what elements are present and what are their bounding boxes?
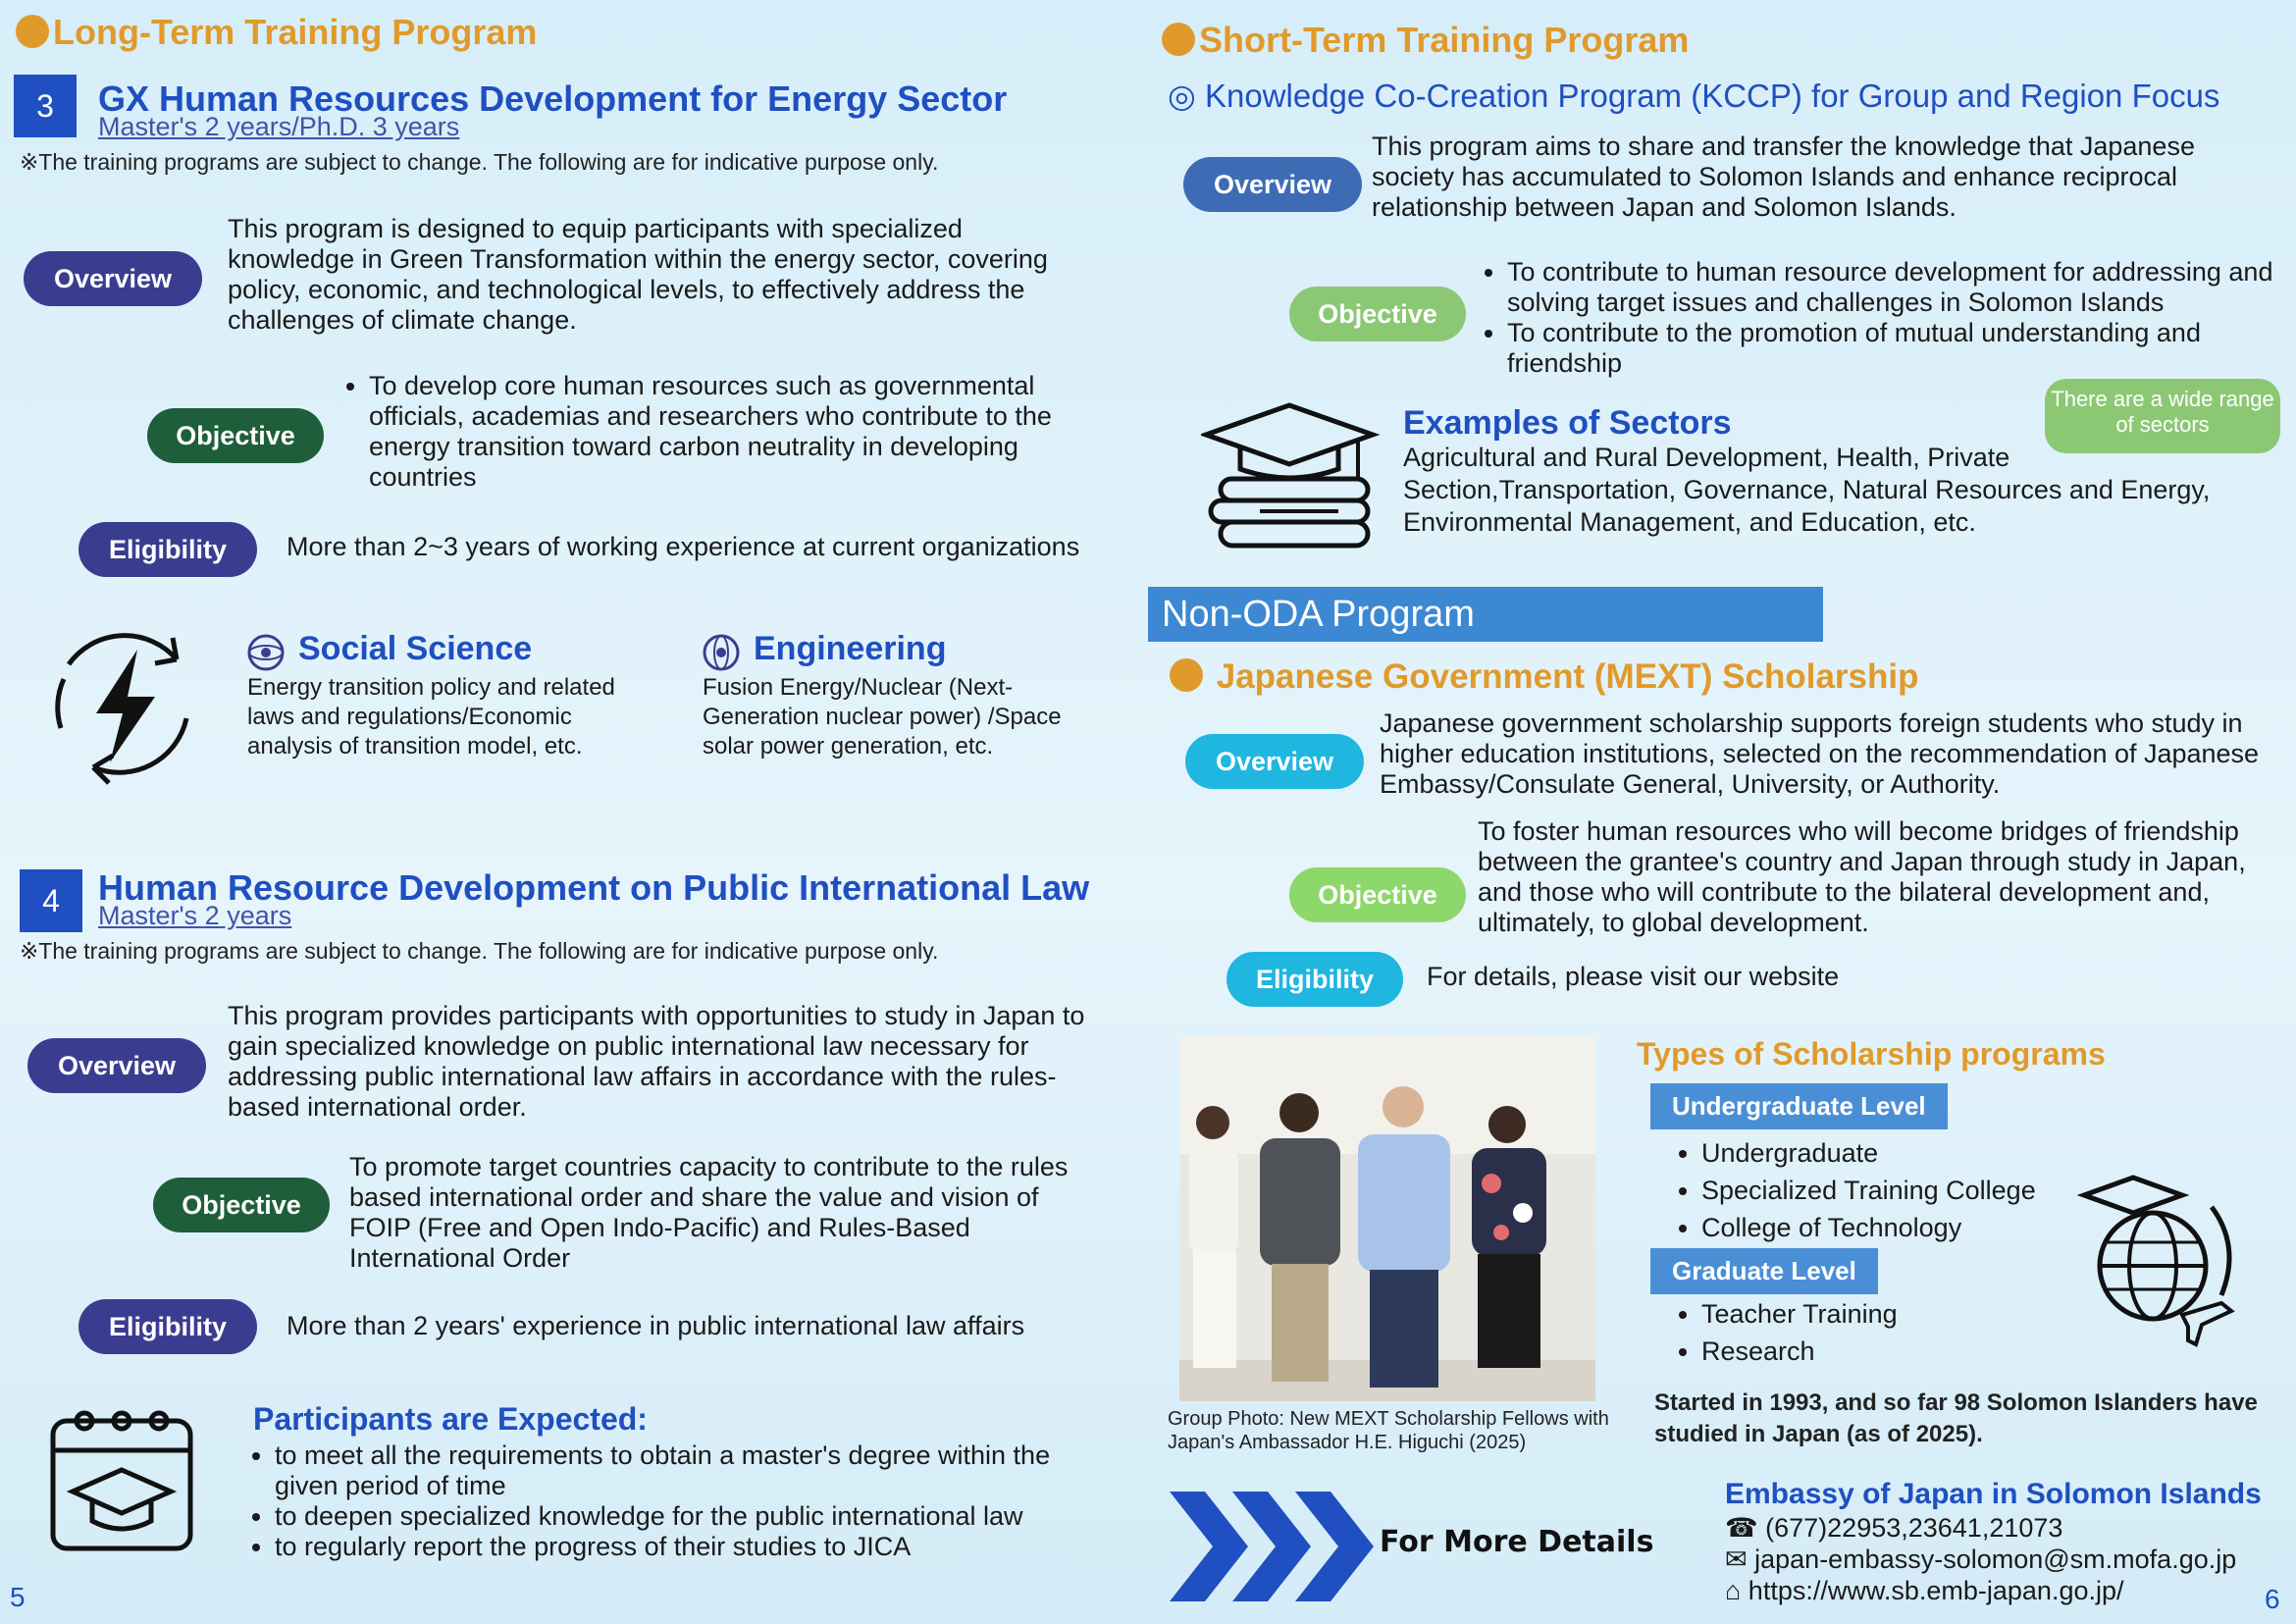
program-3-note: ※The training programs are subject to change. The following are for indicative purpose only. [20, 149, 939, 175]
non-oda-title: Non-ODA Program [1162, 594, 1475, 635]
program-4-overview: This program provides participants with opportunities to study in Japan to gain specialized knowledge on public international law necessary for addressing public international law affairs in accordance with the rules-based international order. [228, 1001, 1085, 1122]
program-3-objective-list [330, 371, 1115, 493]
program-4-eligibility: More than 2 years' experience in public international law affairs [287, 1311, 1025, 1340]
graduate-list [1662, 1295, 2113, 1370]
program-number-4: 4 [20, 869, 82, 932]
calendar-graduation-icon [45, 1401, 202, 1558]
orange-dot-icon [1170, 658, 1203, 692]
sectors-text: Agricultural and Rural Development, Health, Private Section,Transportation, Governance, Natural Resources and Energy, Environmental Management, and Education, etc. [1403, 443, 2211, 537]
program-4-title: Human Resource Development on Public International Law [98, 867, 1090, 908]
mext-overview-badge: Overview [1185, 734, 1364, 789]
engineering-text: Fusion Energy/Nuclear (Next-Generation nuclear power) /Space solar power generation, etc. [703, 674, 1062, 760]
program-3-duration-link[interactable]: Master's 2 years/Ph.D. 3 years [98, 112, 460, 141]
engineering-title: Engineering [754, 630, 947, 667]
program-4-duration-link[interactable]: Master's 2 years [98, 901, 292, 930]
kccp-overview: This program aims to share and transfer the knowledge that Japanese society has accumulated to Solomon Islands and enhance reciprocal relationship between Japan and Solomon Islands. [1372, 131, 2195, 222]
list-item: • Specialized Training College [1701, 1172, 2113, 1209]
mext-objective-badge: Objective [1289, 867, 1466, 922]
embassy-email[interactable]: ✉ japan-embassy-solomon@sm.mofa.go.jp [1725, 1545, 2237, 1574]
started-note: Started in 1993, and so far 98 Solomon Islanders have studied in Japan (as of 2025). [1654, 1389, 2258, 1447]
long-term-header: Long-Term Training Program [16, 12, 537, 53]
objective-badge: Objective [147, 408, 324, 463]
eligibility-badge: Eligibility [78, 522, 257, 577]
program-4-note: ※The training programs are subject to change. The following are for indicative purpose only. [20, 938, 939, 964]
kccp-objective-badge: Objective [1289, 287, 1466, 341]
orange-dot-icon [16, 15, 49, 48]
list-item: • Undergraduate [1701, 1134, 2113, 1172]
embassy-phone[interactable]: ☎ (677)22953,23641,21073 [1725, 1513, 2063, 1543]
list-item: • to regularly report the progress of their studies to JICA [275, 1532, 1119, 1562]
page-number-right: 6 [2265, 1584, 2280, 1614]
energy-cycle-icon [39, 620, 206, 787]
sectors-speech-bubble: There are a wide range of sectors [2045, 379, 2280, 453]
for-more-details-label: For More Details [1380, 1525, 1654, 1559]
undergraduate-list [1662, 1134, 2113, 1246]
types-title: Types of Scholarship programs [1637, 1036, 2106, 1072]
mext-objective: To foster human resources who will become bridges of friendship between the grantee's country and Japan through study in Japan, and those who will contribute to the bilateral development and, ultimately, to global development. [1478, 816, 2246, 937]
list-item: • College of Technology [1701, 1209, 2113, 1246]
embassy-website[interactable]: ⌂ https://www.sb.emb-japan.go.jp/ [1725, 1576, 2124, 1605]
page-number-left: 5 [10, 1582, 26, 1612]
books-graduation-cap-icon [1201, 400, 1387, 557]
non-oda-banner [1148, 587, 1823, 642]
list-item: • to deepen specialized knowledge for the public international law [275, 1501, 1119, 1532]
undergraduate-level-label: Undergraduate Level [1650, 1083, 1948, 1129]
program-number-3: 3 [14, 75, 77, 137]
program-3-eligibility: More than 2~3 years of working experience at current organizations [287, 532, 1080, 561]
list-item: • Research [1701, 1333, 2113, 1370]
overview-badge: Overview [24, 251, 202, 306]
mext-overview: Japanese government scholarship supports foreign students who study in higher education institutions, selected on the recommendation of Japanese Embassy/Consulate General, University, or Authority. [1380, 708, 2260, 799]
mext-eligibility-badge: Eligibility [1226, 952, 1403, 1007]
objective-badge-4: Objective [153, 1178, 330, 1232]
overview-badge-4: Overview [27, 1038, 206, 1093]
program-3-title: GX Human Resources Development for Energy Sector [98, 79, 1008, 119]
participants-expected-title: Participants are Expected: [253, 1401, 648, 1437]
social-science-text: Energy transition policy and related laws and regulations/Economic analysis of transition model, etc. [247, 674, 615, 760]
chevron-arrows-icon [1170, 1492, 1376, 1601]
embassy-title: Embassy of Japan in Solomon Islands [1725, 1478, 2262, 1510]
short-term-header: Short-Term Training Program [1162, 20, 1689, 61]
list-item: • to meet all the requirements to obtain a master's degree within the given period of time [275, 1441, 1119, 1501]
program-3-overview: This program is designed to equip participants with specialized knowledge in Green Transformation within the energy sector, covering policy, economic, and technological levels, to effectively address the challenges of climate change. [228, 214, 1048, 335]
social-science-title: Social Science [298, 630, 533, 667]
list-item: • To contribute to the promotion of mutual understanding and friendship [1507, 318, 2292, 379]
program-3-objective: • To develop core human resources such as governmental officials, academias and researchers who contribute to the energy transition toward carbon neutrality in developing countries [369, 371, 1115, 493]
eligibility-badge-4: Eligibility [78, 1299, 257, 1354]
participants-expected-list [235, 1441, 1119, 1562]
gear-atom-icon [701, 632, 742, 673]
program-4-objective: To promote target countries capacity to contribute to the rules based international order and share the value and vision of FOIP (Free and Open Indo-Pacific) and Rules-Based International Order [349, 1152, 1069, 1273]
mext-title: Japanese Government (MEXT) Scholarship [1170, 657, 1918, 697]
atom-icon [245, 632, 287, 673]
list-item: • Teacher Training [1701, 1295, 2113, 1333]
globe-graduation-plane-icon [2064, 1168, 2241, 1354]
kccp-title: ◎ Knowledge Co-Creation Program (KCCP) for Group and Region Focus [1168, 78, 2220, 114]
sectors-title: Examples of Sectors [1403, 404, 1732, 442]
list-item: • To contribute to human resource development for addressing and solving target issues and challenges in Solomon Islands [1507, 257, 2292, 318]
kccp-objective-list [1468, 257, 2292, 379]
orange-dot-icon [1162, 23, 1195, 56]
mext-eligibility: For details, please visit our website [1427, 962, 1840, 991]
photo-caption: Group Photo: New MEXT Scholarship Fellows with Japan's Ambassador H.E. Higuchi (2025) [1168, 1408, 1609, 1453]
group-photo [1179, 1036, 1595, 1401]
graduate-level-label: Graduate Level [1650, 1248, 1878, 1294]
kccp-overview-badge: Overview [1183, 157, 1362, 212]
